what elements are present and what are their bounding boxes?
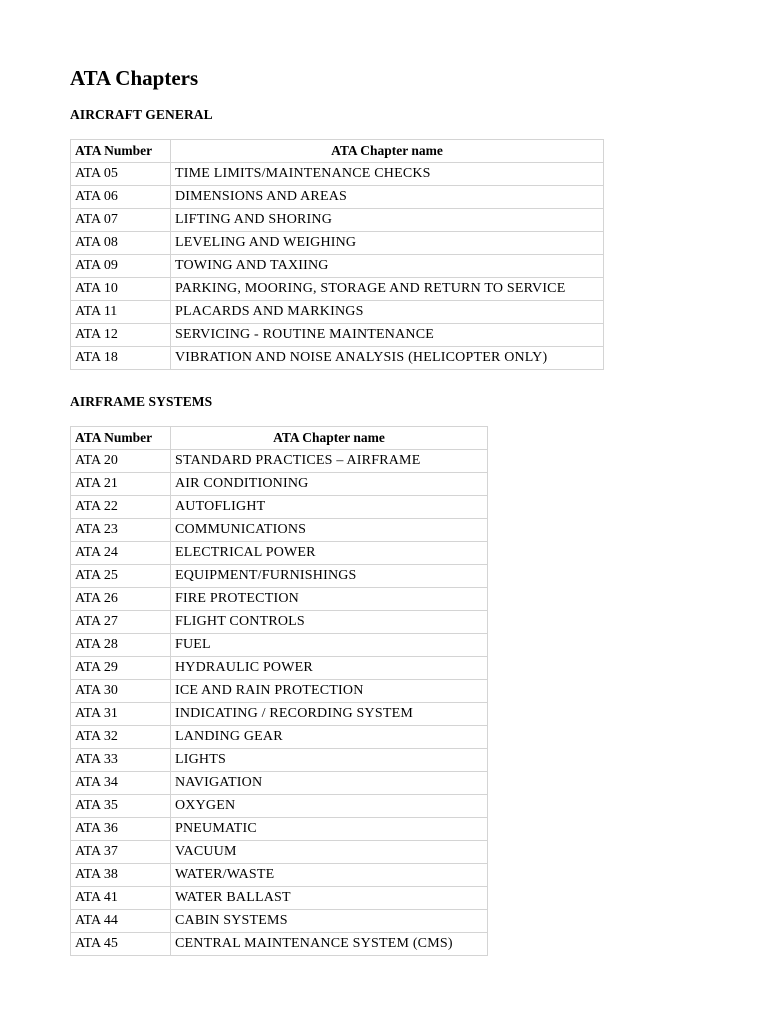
ata-number-cell: ATA 45 (71, 933, 171, 956)
ata-number-cell: ATA 24 (71, 542, 171, 565)
table-row (71, 841, 488, 864)
ata-number-cell: ATA 32 (71, 726, 171, 749)
table-row (71, 634, 488, 657)
column-header-ata-chapter-name: ATA Chapter name (171, 140, 604, 163)
ata-number-cell: ATA 34 (71, 772, 171, 795)
table-row (71, 496, 488, 519)
ata-chapter-name-cell: LEVELING AND WEIGHING (171, 232, 604, 255)
section-heading-aircraft-general: AIRCRAFT GENERAL (70, 107, 213, 122)
column-header-ata-number: ATA Number (71, 427, 171, 450)
ata-chapter-name-cell: FLIGHT CONTROLS (171, 611, 488, 634)
ata-chapter-name-cell: STANDARD PRACTICES – AIRFRAME (171, 450, 488, 473)
ata-number-cell: ATA 31 (71, 703, 171, 726)
ata-number-cell: ATA 23 (71, 519, 171, 542)
ata-chapter-name-cell: TIME LIMITS/MAINTENANCE CHECKS (171, 163, 604, 186)
ata-chapter-name-cell: LIGHTS (171, 749, 488, 772)
ata-chapter-name-cell: WATER BALLAST (171, 887, 488, 910)
ata-number-cell: ATA 05 (71, 163, 171, 186)
table-row (71, 588, 488, 611)
ata-number-cell: ATA 41 (71, 887, 171, 910)
ata-chapter-name-cell: ELECTRICAL POWER (171, 542, 488, 565)
ata-chapter-name-cell: EQUIPMENT/FURNISHINGS (171, 565, 488, 588)
ata-number-cell: ATA 06 (71, 186, 171, 209)
ata-number-cell: ATA 12 (71, 324, 171, 347)
ata-chapter-name-cell: ICE AND RAIN PROTECTION (171, 680, 488, 703)
ata-number-cell: ATA 11 (71, 301, 171, 324)
table-row (71, 347, 604, 370)
table-row (71, 186, 604, 209)
table-row (71, 232, 604, 255)
ata-chapter-name-cell: TOWING AND TAXIING (171, 255, 604, 278)
ata-number-cell: ATA 07 (71, 209, 171, 232)
table-row (71, 795, 488, 818)
ata-number-cell: ATA 29 (71, 657, 171, 680)
ata-chapter-name-cell: CENTRAL MAINTENANCE SYSTEM (CMS) (171, 933, 488, 956)
table-row (71, 324, 604, 347)
ata-number-cell: ATA 10 (71, 278, 171, 301)
ata-chapter-name-cell: LANDING GEAR (171, 726, 488, 749)
table-row (71, 278, 604, 301)
ata-chapter-name-cell: PLACARDS AND MARKINGS (171, 301, 604, 324)
table-row (71, 255, 604, 278)
ata-number-cell: ATA 37 (71, 841, 171, 864)
table-row (71, 818, 488, 841)
ata-chapter-name-cell: AUTOFLIGHT (171, 496, 488, 519)
table-row (71, 772, 488, 795)
ata-number-cell: ATA 08 (71, 232, 171, 255)
table-body (71, 163, 604, 370)
table-row (71, 542, 488, 565)
table-row (71, 473, 488, 496)
ata-chapter-name-cell: INDICATING / RECORDING SYSTEM (171, 703, 488, 726)
ata-number-cell: ATA 33 (71, 749, 171, 772)
ata-chapter-name-cell: PARKING, MOORING, STORAGE AND RETURN TO SERVICE (171, 278, 604, 301)
airframe-systems-table (70, 426, 488, 956)
ata-number-cell: ATA 22 (71, 496, 171, 519)
ata-number-cell: ATA 20 (71, 450, 171, 473)
table-body (71, 450, 488, 956)
ata-number-cell: ATA 18 (71, 347, 171, 370)
ata-chapter-name-cell: COMMUNICATIONS (171, 519, 488, 542)
table-row (71, 209, 604, 232)
ata-number-cell: ATA 38 (71, 864, 171, 887)
ata-number-cell: ATA 21 (71, 473, 171, 496)
ata-number-cell: ATA 36 (71, 818, 171, 841)
table-row (71, 450, 488, 473)
table-row (71, 864, 488, 887)
ata-number-cell: ATA 30 (71, 680, 171, 703)
table-row (71, 726, 488, 749)
ata-number-cell: ATA 27 (71, 611, 171, 634)
ata-chapter-name-cell: CABIN SYSTEMS (171, 910, 488, 933)
ata-chapter-name-cell: VIBRATION AND NOISE ANALYSIS (HELICOPTER ONLY) (171, 347, 604, 370)
ata-chapter-name-cell: DIMENSIONS AND AREAS (171, 186, 604, 209)
ata-chapter-name-cell: OXYGEN (171, 795, 488, 818)
ata-chapter-name-cell: PNEUMATIC (171, 818, 488, 841)
table-row (71, 749, 488, 772)
table-row (71, 163, 604, 186)
ata-chapter-name-cell: AIR CONDITIONING (171, 473, 488, 496)
ata-number-cell: ATA 26 (71, 588, 171, 611)
ata-number-cell: ATA 09 (71, 255, 171, 278)
ata-number-cell: ATA 35 (71, 795, 171, 818)
document-title: ATA Chapters (70, 66, 199, 90)
table-header-row (71, 427, 488, 450)
ata-chapter-name-cell: NAVIGATION (171, 772, 488, 795)
table-row (71, 933, 488, 956)
table-row (71, 887, 488, 910)
ata-chapter-name-cell: LIFTING AND SHORING (171, 209, 604, 232)
ata-number-cell: ATA 25 (71, 565, 171, 588)
column-header-ata-number: ATA Number (71, 140, 171, 163)
table-row (71, 703, 488, 726)
table-row (71, 611, 488, 634)
ata-number-cell: ATA 28 (71, 634, 171, 657)
ata-chapter-name-cell: HYDRAULIC POWER (171, 657, 488, 680)
ata-number-cell: ATA 44 (71, 910, 171, 933)
column-header-ata-chapter-name: ATA Chapter name (171, 427, 488, 450)
table-row (71, 565, 488, 588)
ata-chapter-name-cell: WATER/WASTE (171, 864, 488, 887)
table-row (71, 301, 604, 324)
ata-chapter-name-cell: FIRE PROTECTION (171, 588, 488, 611)
section-heading-airframe-systems: AIRFRAME SYSTEMS (70, 394, 213, 409)
table-row (71, 519, 488, 542)
ata-chapter-name-cell: SERVICING - ROUTINE MAINTENANCE (171, 324, 604, 347)
table-row (71, 657, 488, 680)
table-row (71, 680, 488, 703)
ata-chapter-name-cell: FUEL (171, 634, 488, 657)
aircraft-general-table (70, 139, 604, 370)
ata-chapter-name-cell: VACUUM (171, 841, 488, 864)
table-header-row (71, 140, 604, 163)
table-row (71, 910, 488, 933)
document-page (70, 62, 604, 956)
